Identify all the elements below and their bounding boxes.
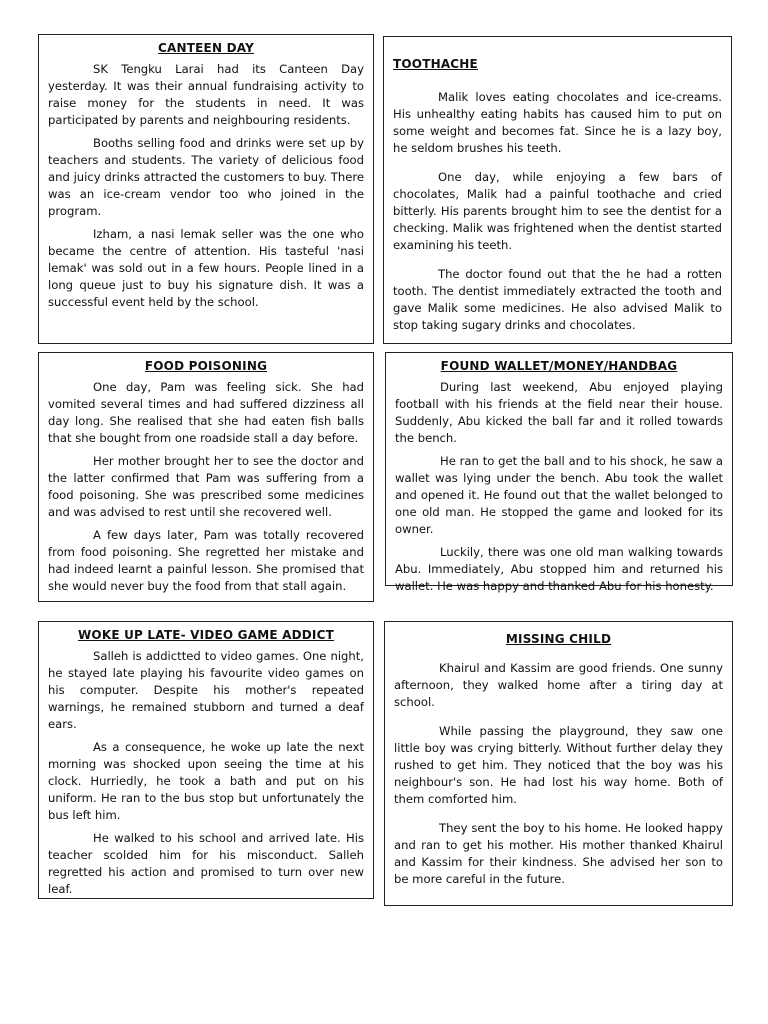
story-card-food-poisoning (38, 352, 374, 602)
story-title: FOUND WALLET/MONEY/HANDBAG (440, 359, 678, 373)
story-paragraph: While passing the playground, they saw one little boy was crying bitterly. Without further delay they rushed to get him. They noticed that the boy was his neighbour's son. He had lost his way home. Both of them comforted him. (394, 724, 723, 806)
story-paragraph: Booths selling food and drinks were set up by teachers and students. The variety of delicious food and juicy drinks attracted the customers to buy. There was an ice-cream vendor too who joined in the program. (48, 136, 364, 218)
story-paragraph: They sent the boy to his home. He looked happy and ran to get his mother. His mother thanked Khairul and Kassim for their kindness. She advised her son to be more careful in the future. (394, 821, 723, 886)
story-card-canteen-day (38, 34, 374, 344)
story-paragraph: One day, while enjoying a few bars of chocolates, Malik had a painful toothache and cried bitterly. His parents brought him to see the dentist for a checking. Malik was frightened when the dentist started examining his teeth. (393, 170, 722, 252)
story-paragraph: Malik loves eating chocolates and ice-creams. His unhealthy eating habits has caused him to put on some weight and becomes fat. Since he is a lazy boy, he seldom brushes his teeth. (393, 90, 722, 155)
story-paragraph: Izham, a nasi lemak seller was the one who became the centre of attention. His tasteful 'nasi lemak' was sold out in a few hours. People lined in a long queue just to buy his signature dish. It was a successful event held by the school. (48, 227, 364, 309)
story-paragraph: Luckily, there was one old man walking towards Abu. Immediately, Abu stopped him and returned his wallet. He was happy and thanked Abu for his honesty. (395, 545, 723, 593)
story-title: WOKE UP LATE- VIDEO GAME ADDICT (78, 628, 334, 642)
story-paragraph: One day, Pam was feeling sick. She had vomited several times and had suffered dizziness all day long. She realised that she had eaten fish balls that she bought from one roadside stall a day before. (48, 380, 364, 445)
story-paragraph: He ran to get the ball and to his shock, he saw a wallet was lying under the bench. Abu took the wallet and opened it. He found out that the wallet belonged to one old man. He stopped the game and looked for its owner. (395, 454, 723, 536)
story-paragraph: Her mother brought her to see the doctor and the latter confirmed that Pam was suffering from a food poisoning. She was prescribed some medicines and was advised to rest until she recovered well. (48, 454, 364, 519)
story-title: TOOTHACHE (393, 57, 478, 71)
story-card-missing-child (384, 621, 733, 906)
story-card-woke-up-late (38, 621, 374, 899)
story-title: FOOD POISONING (144, 359, 268, 373)
story-paragraph: SK Tengku Larai had its Canteen Day yesterday. It was their annual fundraising activity to raise money for the students in need. It was participated by parents and neighbouring residents. (48, 62, 364, 127)
story-paragraph: Khairul and Kassim are good friends. One sunny afternoon, they walked home after a tiring day at school. (394, 661, 723, 709)
story-card-toothache (383, 36, 732, 344)
story-paragraph: Salleh is addictted to video games. One night, he stayed late playing his favourite video games on his computer. Despite his mother's repeated warnings, he remained stubborn and turned a deaf ears. (48, 649, 364, 731)
story-card-found-wallet (385, 352, 733, 593)
story-paragraph: During last weekend, Abu enjoyed playing football with his friends at the field near their house. Suddenly, Abu kicked the ball far and it rolled towards the bench. (395, 380, 723, 445)
story-paragraph: A few days later, Pam was totally recovered from food poisoning. She regretted her mistake and had indeed learnt a painful lesson. She promised that she would never buy the food from that stall again. (48, 528, 364, 593)
story-title: MISSING CHILD (505, 632, 612, 646)
story-paragraph: He walked to his school and arrived late. His teacher scolded him for his misconduct. Salleh regretted his action and promised to turn over new leaf. (48, 831, 364, 896)
story-paragraph: As a consequence, he woke up late the next morning was shocked upon seeing the time at his clock. Hurriedly, he took a bath and put on his uniform. He ran to the bus stop but unfortunately the bus left him. (48, 740, 364, 822)
story-paragraph: The doctor found out that the he had a rotten tooth. The dentist immediately extracted the tooth and gave Malik some medicines. He also advised Malik to stop taking sugary drinks and chocolates. (393, 267, 722, 332)
story-title: CANTEEN DAY (158, 41, 254, 55)
